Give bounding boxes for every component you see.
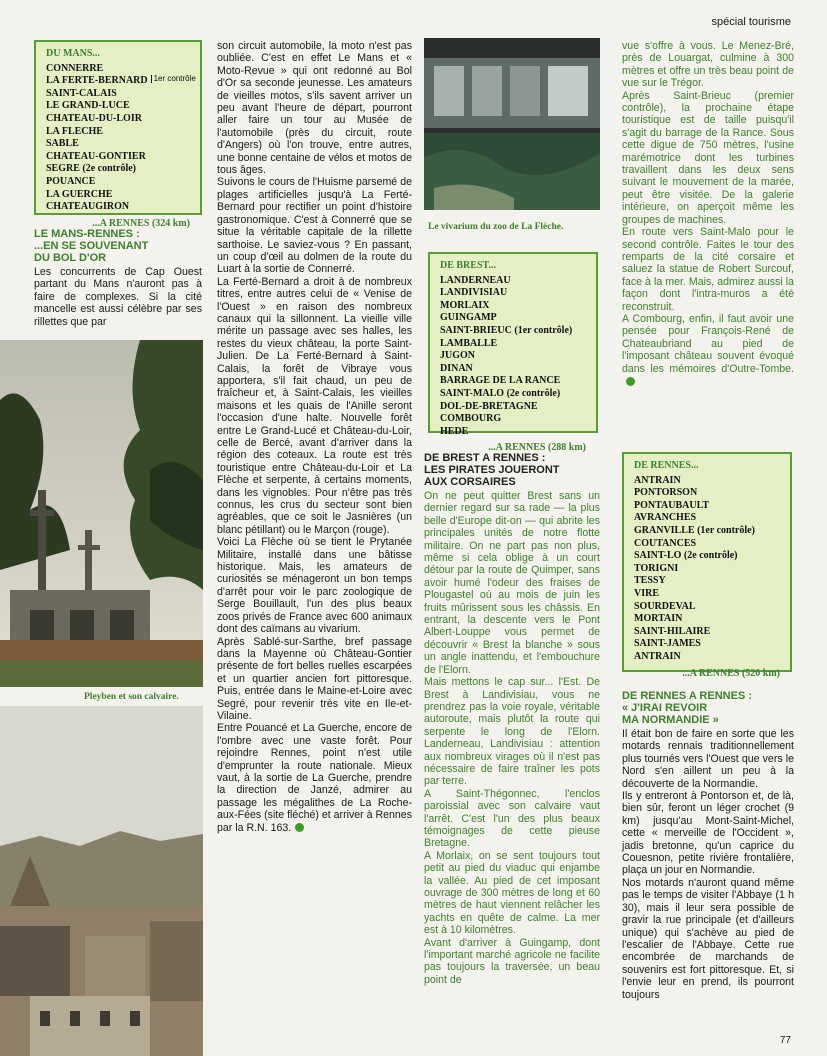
route-stop: CONNERRE xyxy=(46,62,104,74)
route-stop: SABLE xyxy=(46,138,79,150)
section-header: spécial tourisme xyxy=(711,16,791,28)
town-photo xyxy=(0,706,203,1056)
route-stop: SEGRE (2e contrôle) xyxy=(46,163,136,175)
route-from: DU MANS... xyxy=(46,48,100,59)
route-stop: SOURDEVAL xyxy=(634,600,696,612)
route-stop: GUINGAMP xyxy=(440,312,497,324)
route-stop: LA FERTE-BERNARD 1er contrôle xyxy=(46,74,196,87)
route-stop: SAINT-CALAIS xyxy=(46,87,117,99)
article-paragraph: Mais mettons le cap sur... l'Est. De Brest à Landivisiau, vous ne prendrez pas la voie royale, véritable autoroute, mais plutôt la route qui serpente le long de l'Elorn. Landerneau, Landivisiau : attention aux nombreux virages où il n'est pas nécessaire de faire traîner les pots par terre. xyxy=(424,676,600,788)
route-stop: SAINT-JAMES xyxy=(634,638,701,650)
route-stop: LA FLECHE xyxy=(46,125,103,137)
vivarium-photo xyxy=(424,38,600,210)
route-box-le-mans xyxy=(34,40,202,229)
route-stop: TESSY xyxy=(634,575,666,587)
route-stop: MORLAIX xyxy=(440,299,490,311)
route-stop: LA GUERCHE xyxy=(46,188,113,200)
page-number: 77 xyxy=(779,1035,791,1046)
article-paragraph: Avant d'arriver à Guingamp, dont l'important marché agricole ne facilite pas toujours la traversée, un beau point de xyxy=(424,936,600,986)
article-paragraph: En route vers Saint-Malo pour le second contrôle. Faites le tour des remparts de la cité corsaire et saluez la statue de Robert Surcouf, face à la mer. Mais, admirez aussi la façon dont l'intra-muros a été reconstruit. xyxy=(622,226,794,313)
route-to: ...A RENNES (324 km) xyxy=(92,217,190,229)
section-title-line: DE RENNES A RENNES : xyxy=(622,690,752,702)
article-paragraph: Voici La Flèche où se tient le Prytanée Militaire, installé dans une bâtisse historique. Mais, les amateurs de curiosités se ménageront un bon temps d'arrêt pour voir le parc zoologique de Serge Bouillault, l'un des plus beaux zoos privés de France avec 600 animaux dont des caïmans au vivarium. xyxy=(217,536,412,636)
section-title-line: LES PIRATES JOUERONT xyxy=(424,464,560,476)
town-illustration xyxy=(0,706,203,1056)
route-stop: ANTRAIN xyxy=(634,650,681,662)
route-box-rennes xyxy=(622,452,792,679)
section-title-line: AUX CORSAIRES xyxy=(424,476,516,488)
article-paragraph: A Combourg, enfin, il faut avoir une pensée pour François-René de Chateaubriand au pied de l'imposant château souvent évoqué dans les mémoires d'Outre-Tombe. xyxy=(622,313,794,387)
section-title-line: DE BREST A RENNES : xyxy=(424,452,546,464)
route-stop: SAINT-HILAIRE xyxy=(634,625,711,637)
column-2-text xyxy=(217,40,412,834)
route-stop: SAINT-LO (2e contrôle) xyxy=(634,550,738,562)
route-stop: MORTAIN xyxy=(634,613,683,625)
section-title xyxy=(424,452,600,488)
route-stop: DINAN xyxy=(440,362,473,374)
route-stop: DOL-DE-BRETAGNE xyxy=(440,400,538,412)
section-title-line: ...EN SE SOUVENANT xyxy=(34,240,149,252)
route-stop: PONTAUBAULT xyxy=(634,499,710,511)
article-paragraph: Entre Pouancé et La Guerche, encore de l'ombre avec une vaste forêt. Pour rejoindre Rennes, point n'est utile d'emprunter la route nationale. Mieux vaut, à la sortie de La Guerche, prendre la direction de Janzé, admirer au passage les mégalithes de La Roche-aux-Fées (site fléché) et arriver à Rennes par la R.N. 163. xyxy=(217,722,412,834)
section-title xyxy=(34,228,202,264)
route-stop: JUGON xyxy=(440,350,475,362)
route-stop: LANDERNEAU xyxy=(440,274,511,286)
article-paragraph: vue s'offre à vous. Le Menez-Bré, près de Louargat, culmine à 300 mètres et offre un très beau point de vue sur le Trégor. xyxy=(622,40,794,90)
route-stop: CHATEAU-GONTIER xyxy=(46,150,146,162)
article-paragraph: A Saint-Thégonnec, l'enclos paroissial avec son calvaire vaut l'arrêt. C'est l'un des plus beaux témoignages de cette pieuse Bretagne. xyxy=(424,787,600,850)
end-dot-icon xyxy=(626,377,635,386)
route-stop: HEDE xyxy=(440,425,469,437)
section-title-line: DU BOL D'OR xyxy=(34,252,107,264)
column-3-text xyxy=(424,452,600,986)
route-stop: BARRAGE DE LA RANCE xyxy=(440,375,561,387)
route-stop: LE GRAND-LUCE xyxy=(46,100,130,112)
route-stop: COMBOURG xyxy=(440,413,502,425)
column-1-text xyxy=(34,228,202,328)
article-paragraph: Après Saint-Brieuc (premier contrôle), la prochaine étape touristique est de taille puisqu'il s'agit du barrage de la Rance. Sous cette digue de 750 mètres, l'usine marémotrice dont les turbines travaillent dans les deux sens suivant le mouvement de la marée, peut être visitée. De la galerie intérieure, on aperçoit même les groupes de machines. xyxy=(622,89,794,226)
vivarium-illustration xyxy=(424,38,600,210)
route-to: ...A RENNES (520 km) xyxy=(682,667,780,679)
section-title xyxy=(622,690,794,726)
end-dot-icon xyxy=(295,823,304,832)
column-4-top-text xyxy=(622,40,794,387)
article-paragraph: son circuit automobile, la moto n'est pas oubliée. C'est en effet Le Mans et « Moto-Revue » qui ont redonné au Bol d'Or sa seconde jeunesse. Les amateurs de vieilles motos, s'ils savent arriver un peu avant l'heure de départ, pourront aller faire un tour au Musée de l'automobile (près du circuit, route d'Angers) où l'on trouve, entre autres, une bonne centaine de vélos et motos de tous âges. xyxy=(217,40,412,177)
article-paragraph: A Morlaix, on se sent toujours tout petit au pied du viaduc qui enjambe la vallée. Au pied de cet imposant ouvrage de 300 mètres de long et 60 mètres de haut viennent relâcher les yachts en quête de calme. La mer est à 10 kilomètres. xyxy=(424,849,600,937)
route-stop-note: 1er contrôle xyxy=(151,75,196,83)
vivarium-caption: Le vivarium du zoo de La Flèche. xyxy=(428,222,564,232)
route-stop: AVRANCHES xyxy=(634,512,697,524)
route-stop: CHATEAU-DU-LOIR xyxy=(46,112,142,124)
route-stop: TORIGNI xyxy=(634,562,679,574)
section-title-line: LE MANS-RENNES : xyxy=(34,228,140,240)
route-box-brest xyxy=(428,252,598,454)
pleyben-caption: Pleyben et son calvaire. xyxy=(84,692,179,702)
section-title-line: « J'IRAI REVOIR xyxy=(622,702,708,714)
article-paragraph: On ne peut quitter Brest sans un dernier regard sur sa rade — la plus belle d'Europe dit-on — qui abrite les principales unités de notre flotte militaire. On ne part pas non plus, même si cela oblige à un court détour par la route de Quimper, sans avoir humé l'odeur des fraises de Plougastel où au mois de juin les fruits mûrissent sous les châssis. En entrant, la descente vers le Pont Albert-Louppe vous permet de découvrir « Brest la blanche » sous un angle inattendu, et l'embouchure de l'Elorn. xyxy=(424,490,600,676)
article-paragraph: Il était bon de faire en sorte que les motards rennais traditionnellement plus tournés vers l'Ouest que vers le Nord s'en aillent un peu à la découverte de la Normandie. xyxy=(622,728,794,790)
article-paragraph: Ils y entreront à Pontorson et, de là, bien sûr, feront un léger crochet (9 km) jusqu'au Mont-Saint-Michel, cette « merveille de l'Occident », jadis bretonne, qu'un caprice du Couesnon, petite rivière frontalière, plaça un jour en Normandie. xyxy=(622,790,794,877)
route-stop: CHATEAUGIRON xyxy=(46,201,130,213)
route-stop: GRANVILLE (1er contrôle) xyxy=(634,524,755,536)
section-title-line: MA NORMANDIE » xyxy=(622,714,719,726)
route-to: ...A RENNES (288 km) xyxy=(488,442,586,454)
route-stop: COUTANCES xyxy=(634,537,697,549)
route-from: DE RENNES... xyxy=(634,460,699,471)
intro-paragraph: Les concurrents de Cap Ouest partant du Mans n'auront pas à faire de complexes. Si la cité mancelle est aussi célèbre par ses rillettes que par xyxy=(34,266,202,328)
column-4-bottom-text xyxy=(622,690,794,1001)
route-stop: PONTORSON xyxy=(634,487,698,499)
article-paragraph: Après Sablé-sur-Sarthe, bref passage dans la Mayenne où Château-Gontier présente de fort belles ruelles escarpées et un quartier ancien fort pittoresque. Puis, entrée dans le Maine-et-Loire avec Segré, pour revenir très vite en Ile-et-Vilaine. xyxy=(217,635,412,722)
article-paragraph: La Ferté-Bernard a droit à de nombreux titres, entre autres celui de « Venise de l'Ouest » en raison des nombreux canaux qui la sillonnent. La vieille ville mérite un passage avec ses halles, les restes du vieux château, la porte Saint-Julien. De La Ferté-Bernard à Saint-Calais, la forêt de Vibraye vous apportera, s'il fait chaud, un peu de fraîcheur et, à Saint-Calais, les vieilles maisons et les quais de l'Anille seront l'occasion d'une halte. Nouvelle forêt entre Le Grand-Lucé et Château-du-Loir, celle de Bercé, avant d'arriver dans la région des coteaux. La route est très touristique entre Château-du-Loir et La Flèche et serpente, à certains moments, dans les vignobles. Pour n'être pas très connus, les crus du secteur sont bien agréables, que ce soit le Jasnières (un blanc pétillant) ou le Marçon (rouge). xyxy=(217,275,412,536)
route-stop: VIRE xyxy=(634,587,660,599)
route-stop: ANTRAIN xyxy=(634,474,681,486)
route-stop: SAINT-MALO (2e contrôle) xyxy=(440,387,561,399)
route-stop: SAINT-BRIEUC (1er contrôle) xyxy=(440,324,573,336)
route-from: DE BREST... xyxy=(440,260,496,271)
route-stop: POUANCE xyxy=(46,175,96,187)
article-paragraph: Nos motards n'auront quand même pas le temps de visiter l'Abbaye (1 h 30), mais il leur sera possible de gravir la rue principale (et d'ailleurs unique) qui s'achève au pied de l'escalier de l'Abbaye. Cette rue encombrée de marchands de souvenirs est fort pittoresque. Et, si l'envie leur en prend, ils pourront toujours xyxy=(622,876,794,1001)
calvary-illustration xyxy=(0,340,203,687)
route-stop: LANDIVISIAU xyxy=(440,287,508,299)
article-paragraph: Suivons le cours de l'Huisme parsemé de plages artificielles jusqu'à La Ferté-Bernard pour rectifier un point d'histoire gastronomique. C'est à Connerré que se situe la véritable capitale de la rillette sarthoise. Le saviez-vous ? En passant, un coup d'œil au dolmen de la route du Luart à la sortie de Connerré. xyxy=(217,176,412,276)
pleyben-photo xyxy=(0,340,203,687)
route-stop: LAMBALLE xyxy=(440,337,498,349)
